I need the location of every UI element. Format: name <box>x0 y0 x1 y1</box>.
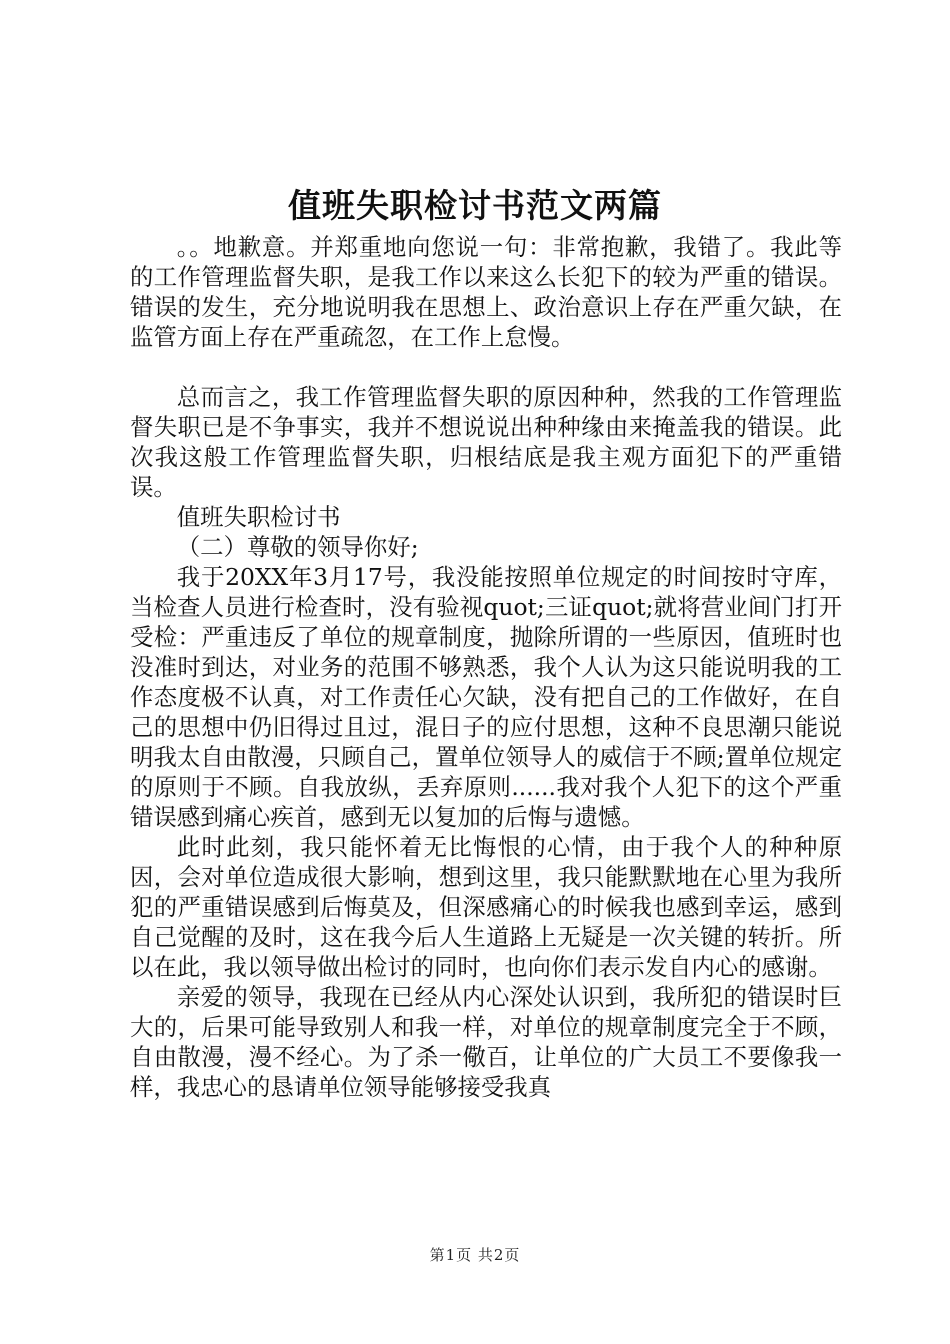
page-footer: 第1页 共2页 <box>429 1246 521 1264</box>
salutation: （二）尊敬的领导你好; <box>176 533 419 561</box>
paragraph-1: 。。地歉意。并郑重地向您说一句：非常抱歉，我错了。我此等的工作管理监督失职，是我工作以来这么长犯下的较为严重的错误。错误的发生，充分地说明我在思想上、政治意识上存在严重欠缺，在监管方面上存在严重疏忽，在工作上怠慢。 <box>130 233 842 351</box>
paragraph-3: 我于20XX年3月17号，我没能按照单位规定的时间按时守库，当检查人员进行检查时，没有验视quot;三证quot;就将营业间门打开受检：严重违反了单位的规章制度，抛除所谓的一些原因，值班时也没准时到达，对业务的范围不够熟悉，我个人认为这只能说明我的工作态度极不认真，对工作责任心欠缺，没有把自己的工作做好，在自己的思想中仍旧得过且过，混日子的应付思想，这种不良思潮只能说明我太自由散漫，只顾自己，置单位领导人的威信于不顾;置单位规定的原则于不顾。自我放纵，丢弃原则......我对我个人犯下的这个严重错误感到痛心疾首，感到无以复加的后悔与遗憾。 <box>130 563 842 831</box>
paragraph-2: 总而言之，我工作管理监督失职的原因种种，然我的工作管理监督失职已是不争事实，我并不想说说出种种缘由来掩盖我的错误。此次我这般工作管理监督失职，归根结底是我主观方面犯下的严重错误。 <box>130 383 842 501</box>
paragraph-4: 此时此刻，我只能怀着无比悔恨的心情，由于我个人的种种原因，会对单位造成很大影响，想到这里，我只能默默地在心里为我所犯的严重错误感到后悔莫及，但深感痛心的时候我也感到幸运，感到自己觉醒的及时，这在我今后人生道路上无疑是一次关键的转折。所以在此，我以领导做出检讨的同时，也向你们表示发自内心的感谢。 <box>130 833 842 981</box>
document-body <box>130 232 842 1102</box>
section-heading: 值班失职检讨书 <box>176 503 341 531</box>
document-title: 值班失职检讨书范文两篇 <box>288 186 662 225</box>
paragraph-5: 亲爱的领导，我现在已经从内心深处认识到，我所犯的错误时巨大的，后果可能导致别人和我一样，对单位的规章制度完全于不顾，自由散漫，漫不经心。为了杀一儆百，让单位的广大员工不要像我一样，我忠心的恳请单位领导能够接受我真 <box>130 983 842 1101</box>
